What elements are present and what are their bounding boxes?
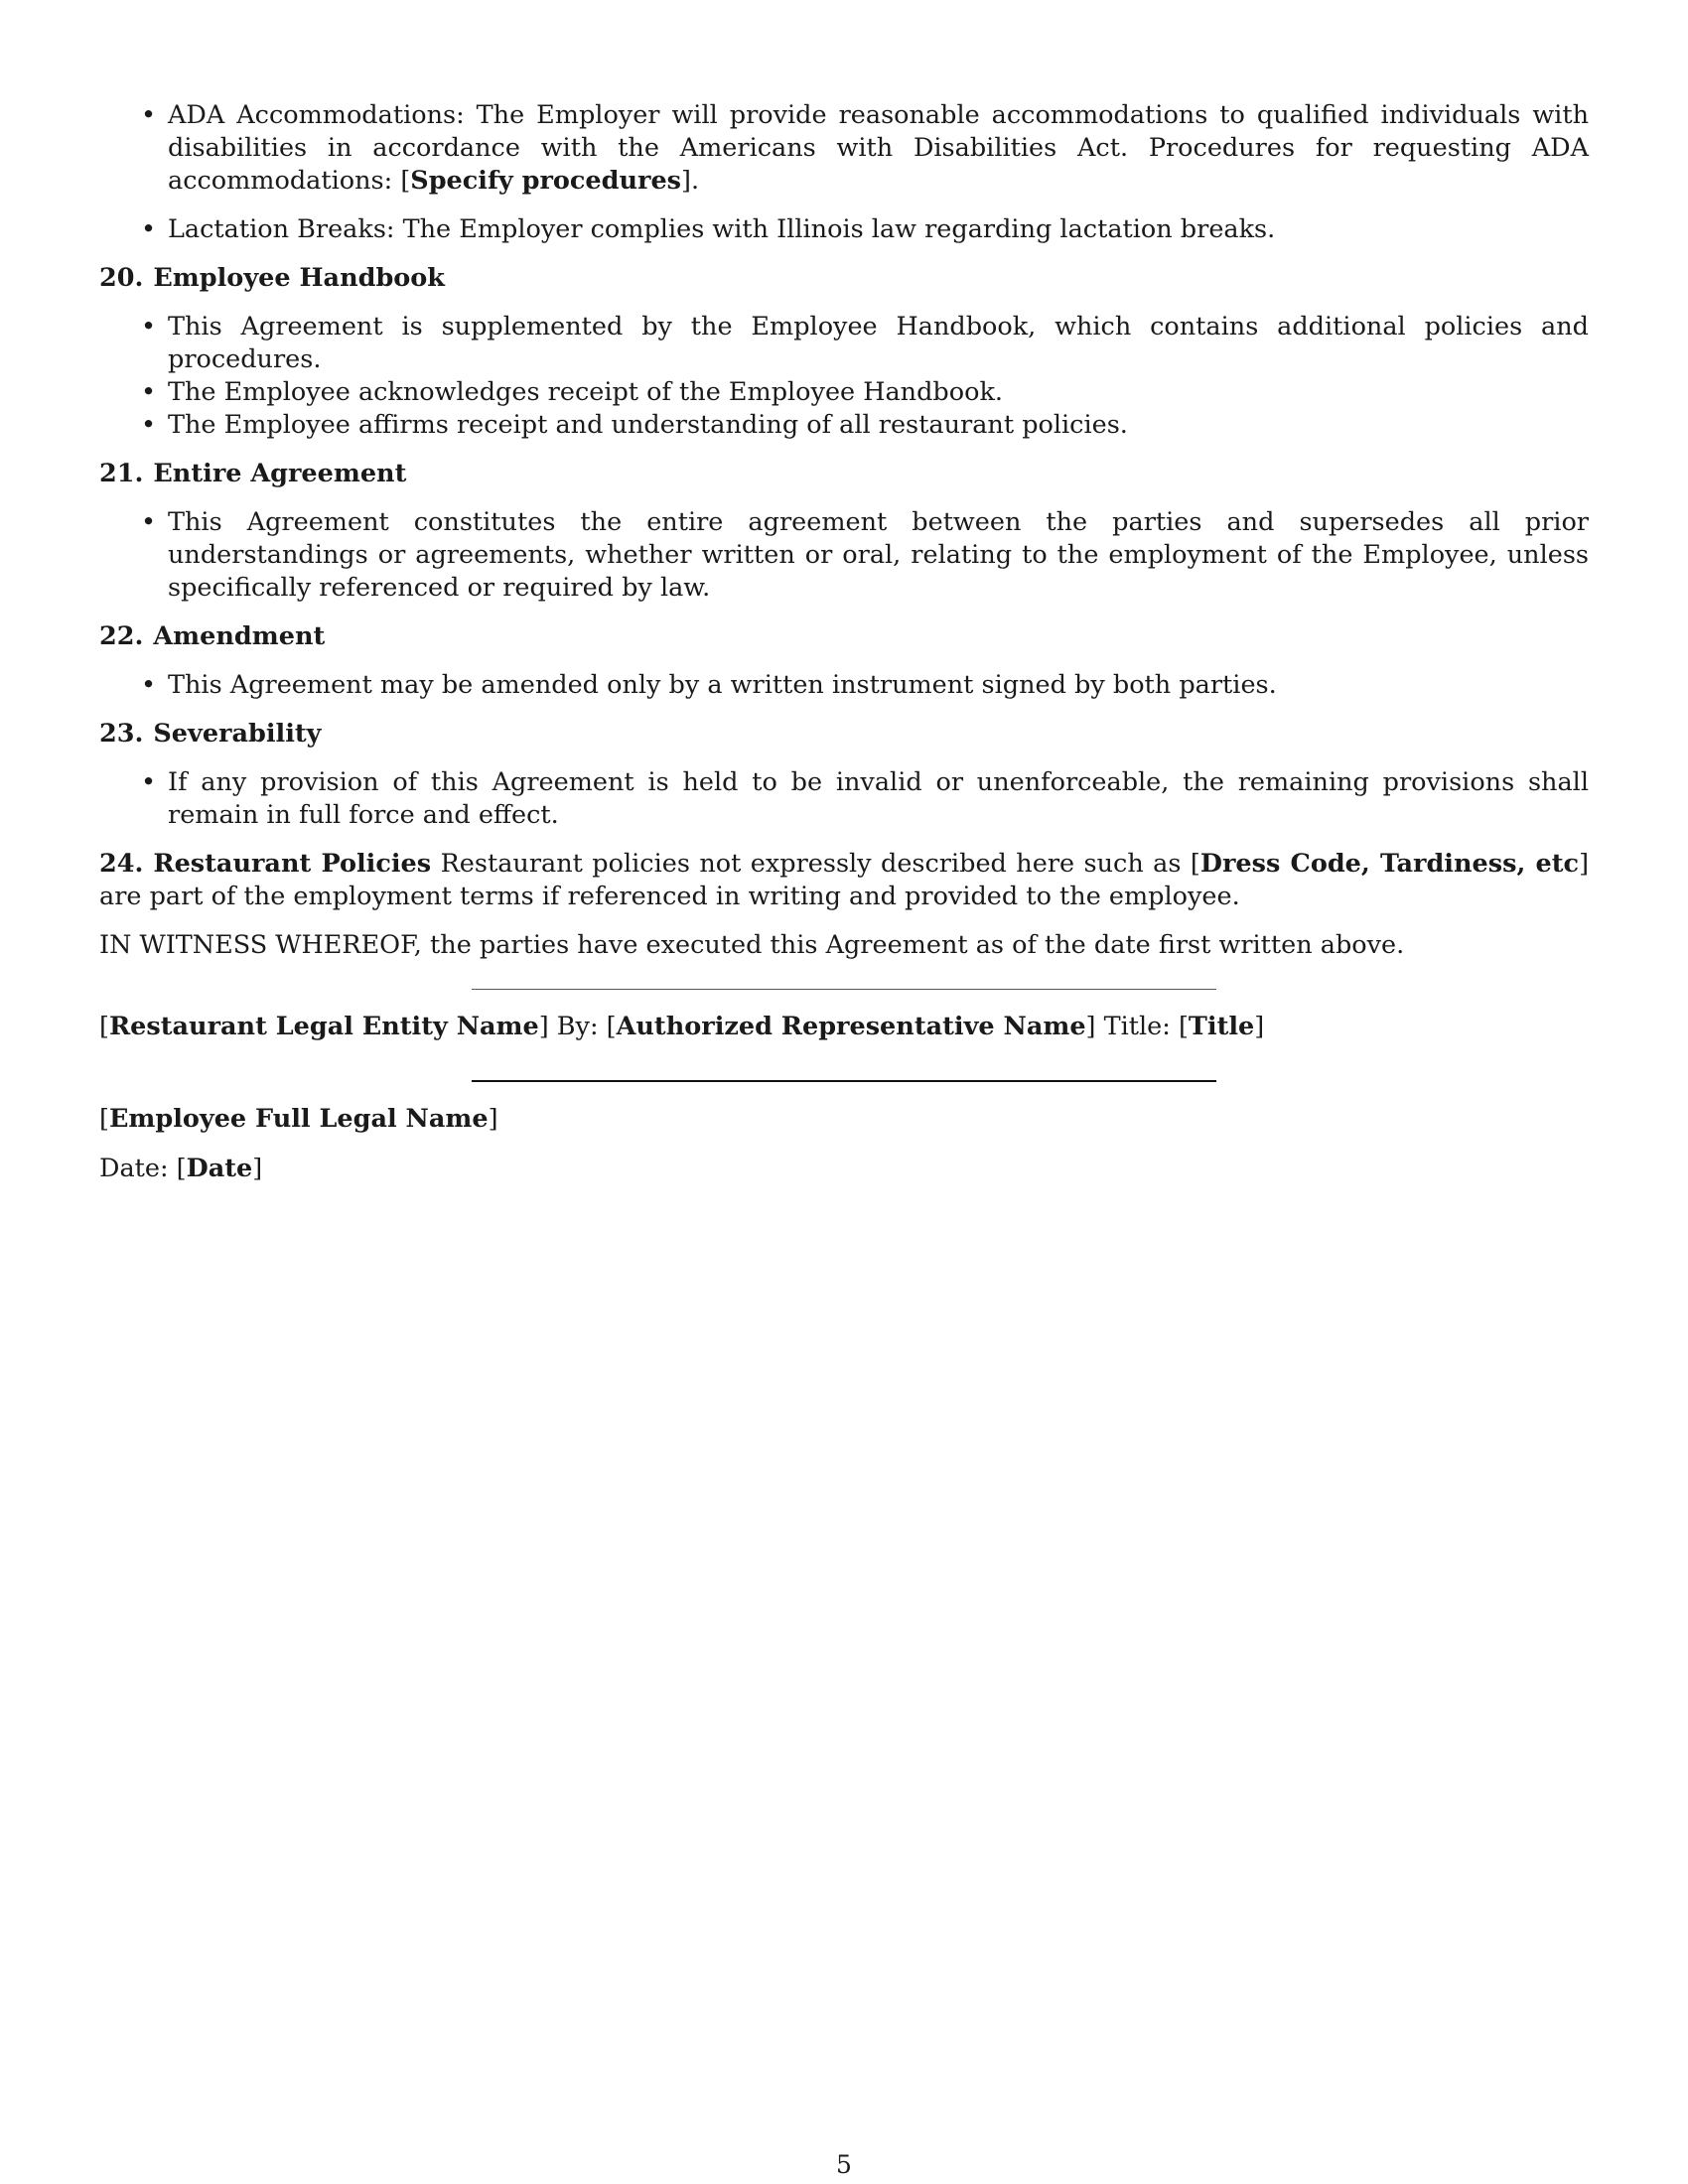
list-item: • The Employee acknowledges receipt of the Employee Handbook. [168, 376, 1589, 409]
list-item: • If any provision of this Agreement is held to be invalid or unenforceable, the remaining provisions shall remain in full force and effect. [168, 766, 1589, 832]
section-heading-21: 21. Entire Agreement [99, 459, 407, 488]
date-line: Date: [Date] [99, 1154, 263, 1183]
list-item: • This Agreement constitutes the entire agreement between the parties and supersedes all prior understandings or agreements, whether written or oral, relating to the employment of the Employee, unless specifically referenced or required by law. [168, 506, 1589, 605]
list-item: • This Agreement is supplemented by the Employee Handbook, which contains additional policies and procedures. [168, 311, 1589, 376]
entity-name-placeholder: Restaurant Legal Entity Name [108, 1012, 539, 1041]
page-number: 5 [836, 2150, 852, 2179]
employee-name-block: [Employee Full Legal Name] [99, 1104, 498, 1134]
placeholder-field: Dress Code, Tardiness, etc [1199, 849, 1580, 879]
section-heading-22: 22. Amendment [99, 621, 326, 651]
section-20-list [99, 311, 1589, 442]
section-heading-24: 24. Restaurant Policies [99, 849, 432, 879]
list-item: • The Employee affirms receipt and understanding of all restaurant policies. [168, 409, 1589, 442]
employer-signature-block: [Restaurant Legal Entity Name] By: [Authorized Representative Name] Title: [Title] [99, 1012, 1265, 1041]
placeholder-field: Specify procedures [410, 166, 682, 196]
section-22-list [99, 669, 1589, 702]
section-21-list [99, 506, 1589, 605]
section-heading-20: 20. Employee Handbook [99, 263, 445, 293]
employer-signature-line [472, 989, 1216, 990]
employee-name-placeholder: Employee Full Legal Name [108, 1104, 489, 1134]
section-24-paragraph: 24. Restaurant Policies Restaurant policies not expressly described here such as [Dress Code, Tardiness, etc] are part of the employment terms if referenced in writing and provided to the employee. [99, 849, 1590, 911]
employee-signature-line [472, 1080, 1216, 1082]
list-item: • This Agreement may be amended only by a written instrument signed by both parties. [168, 669, 1589, 702]
list-item: • ADA Accommodations: The Employer will provide reasonable accommodations to qualified individuals with disabilities in accordance with the Americans with Disabilities Act. Procedures for requesting ADA accommodations: [Specify procedures]. [168, 99, 1589, 198]
date-placeholder: Date [186, 1154, 253, 1183]
section-heading-23: 23. Severability [99, 719, 322, 749]
list-item: • Lactation Breaks: The Employer complies with Illinois law regarding lactation breaks. [168, 213, 1589, 246]
section-19-list [99, 99, 1589, 246]
section-23-list [99, 766, 1589, 832]
document-page [99, 99, 1589, 1185]
title-placeholder: Title [1188, 1012, 1255, 1041]
representative-name-placeholder: Authorized Representative Name [616, 1012, 1086, 1041]
witness-clause: IN WITNESS WHEREOF, the parties have executed this Agreement as of the date first written above. [99, 930, 1405, 960]
